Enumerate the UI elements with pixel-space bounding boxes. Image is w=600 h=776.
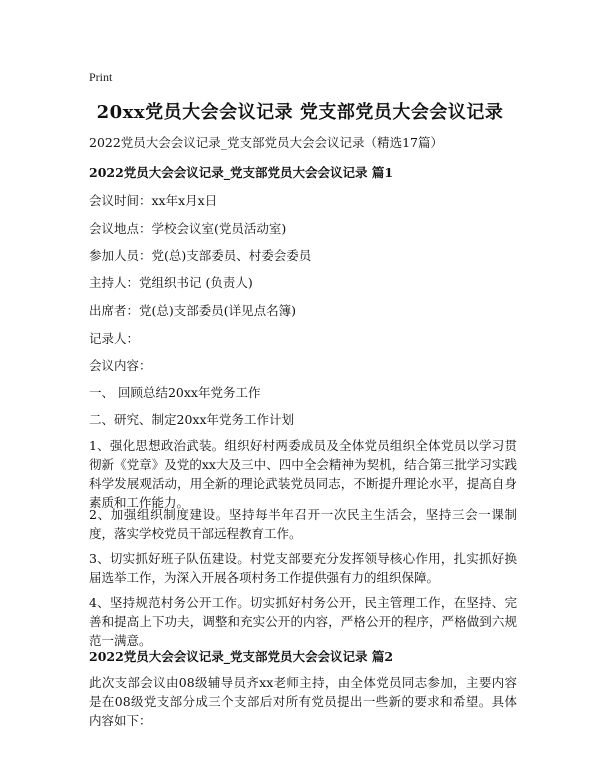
paragraph-1: 1、强化思想政治武装。组织好村两委成员及全体党员组织全体党员以学习贯彻新《党章》及党的xx大及三中、四中全会精神为契机，结合第三批学习实践科学发展观活动，用全新的理论武装党员同志，不断提升理论水平，提高自身素质和工作能力。	[89, 438, 517, 510]
meeting-location: 会议地点：学校会议室(党员活动室)	[89, 221, 287, 236]
section-2-heading: 2022党员大会会议记录_党支部党员大会会议记录 篇2	[89, 649, 394, 664]
section-1-heading: 2022党员大会会议记录_党支部党员大会会议记录 篇1	[89, 165, 394, 180]
section-2-paragraph-1: 此次支部会议由08级辅导员齐xx老师主持，由全体党员同志参加，主要内容是在08级党支部分成三个支部后对所有党员提出一些新的要求和希望。具体内容如下：	[89, 675, 517, 728]
meeting-time: 会议时间：xx年x月x日	[89, 193, 218, 208]
meeting-recorder: 记录人：	[89, 331, 140, 346]
document-subtitle: 2022党员大会会议记录_党支部党员大会会议记录（精选17篇）	[89, 135, 443, 150]
meeting-participants: 参加人员：党(总)支部委员、村委会委员	[89, 248, 312, 263]
meeting-host: 主持人：党组织书记 (负责人)	[89, 275, 253, 290]
agenda-item-1: 一、 回顾总结20xx年党务工作	[89, 385, 261, 400]
meeting-attendees: 出席者：党(总)支部委员(详见点名簿)	[89, 303, 297, 318]
document-title: 20xx党员大会会议记录 党支部党员大会会议记录	[96, 102, 504, 123]
paragraph-2: 2、加强组织制度建设。坚持每半年召开一次民主生活会，坚持三会一课制度，落实学校党员干部远程教育工作。	[89, 507, 517, 541]
meeting-content-label: 会议内容：	[89, 358, 152, 373]
agenda-item-2: 二、研究、制定20xx年党务工作计划	[89, 412, 295, 427]
paragraph-4: 4、坚持规范村务公开工作。切实抓好村务公开，民主管理工作，在坚持、完善和提高上下功夫，调整和充实公开的内容，严格公开的程序，严格做到六规范一满意。	[89, 595, 517, 648]
paragraph-3: 3、切实抓好班子队伍建设。村党支部要充分发挥领导核心作用，扎实抓好换届选举工作，为深入开展各项村务工作提供强有力的组织保障。	[89, 551, 517, 585]
print-link[interactable]: Print	[89, 70, 113, 84]
